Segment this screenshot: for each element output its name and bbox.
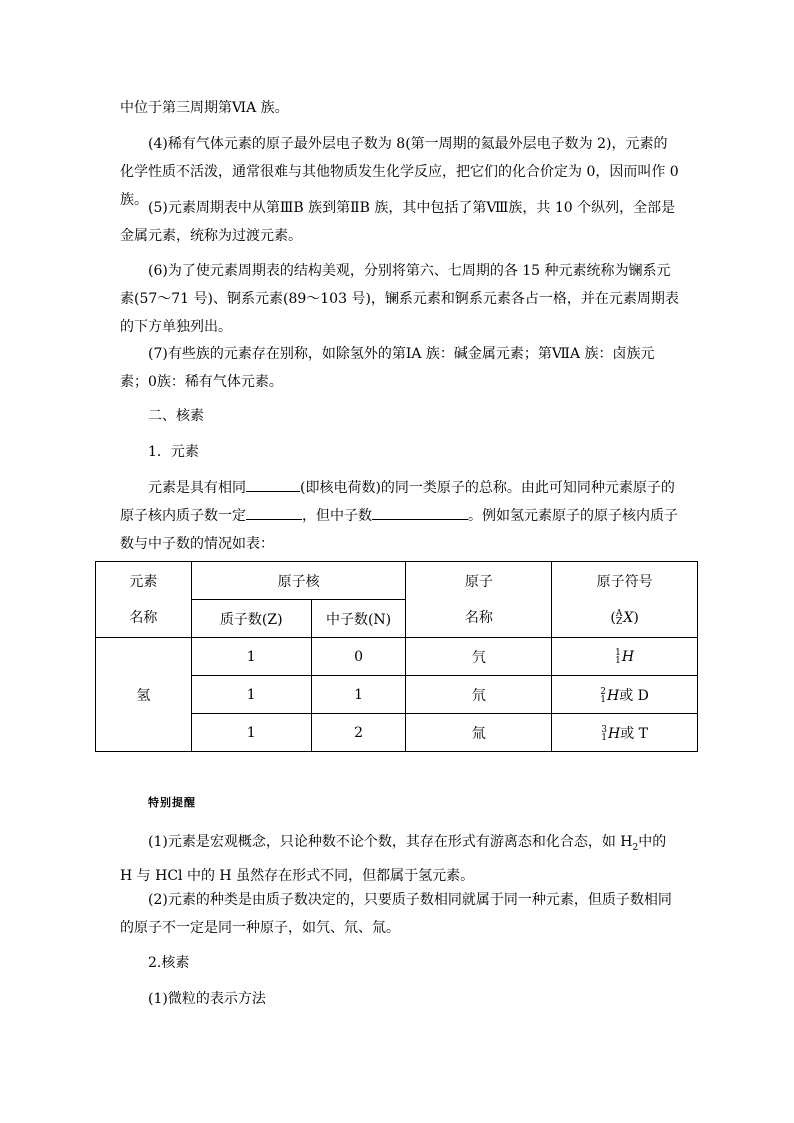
header-element-name: 元素 名称 [96,562,192,638]
paragraph-particle-notation: (1)微粒的表示方法 [148,991,266,1007]
subsection-heading-nuclide: 2.核素 [148,955,190,971]
fill-blank-1[interactable] [246,475,300,492]
paragraph-noble-gas: (4)稀有气体元素的原子最外层电子数为 8(第一周期的氦最外层电子数为 2)，元素的化学性质不活泼，通常很难与其他物质发生化学反应，把它们的化合价定为 0，因而叫作 0 族。 [120,136,679,208]
hydrogen-isotope-table [95,561,698,752]
cell-neutrons: 2 [311,714,406,752]
subsection-heading-element: 1．元素 [148,444,199,460]
paragraph-group-vi-a: 中位于第三周期第ⅥA 族。 [120,100,289,116]
paragraph-element-definition: 元素是具有相同 (即核电荷数)的同一类原子的总称。由此可知同种元素原子的原子核内质子数一定 ，但中子数 。例如氢元素原子的原子核内质子数与中子数的情况如表： [120,474,680,558]
fill-blank-2[interactable] [246,503,302,520]
header-atom-symbol: 原子符号 ( A Z X) [552,562,698,638]
table-row [96,638,698,676]
paragraph-reminder-1: (1)元素是宏观概念，只论种数不论个数，其存在形式有游离态和化合态，如 $H_2$中的 H 与 HCl 中的 H 虽然存在形式不同，但都属于氢元素。 [120,834,667,884]
paragraph-transition: (5)元素周期表中从第ⅢB 族到第ⅡB 族，其中包括了第Ⅷ族，共 10 个纵列，全部是金属元素，统称为过渡元素。 [120,200,676,244]
cell-atom-symbol: 1 1 H [552,638,698,676]
header-protons: 质子数(Z) [191,600,311,638]
section-heading-nuclide: 二、核素 [148,408,204,424]
header-neutrons: 中子数(N) [311,600,406,638]
cell-atom-name: 氚 [406,714,552,752]
header-nucleus: 原子核 [191,562,406,600]
paragraph-group-names: (7)有些族的元素存在别称，如除氢外的第ⅠA 族：碱金属元素；第ⅦA 族：卤族元素；0族：稀有气体元素。 [120,346,655,390]
cell-protons: 1 [191,714,311,752]
cell-neutrons: 0 [311,638,406,676]
cell-atom-name: 氕 [406,638,552,676]
cell-protons: 1 [191,638,311,676]
cell-element-hydrogen: 氢 [96,638,192,752]
fill-blank-3[interactable] [372,503,468,520]
cell-protons: 1 [191,676,311,714]
special-reminder-label: 特别提醒 [148,796,196,809]
paragraph-reminder-2: (2)元素的种类是由质子数决定的，只要质子数相同就属于同一种元素，但质子数相同的原子不一定是同一种原子，如氕、氘、氚。 [120,892,672,936]
cell-neutrons: 1 [311,676,406,714]
cell-atom-name: 氘 [406,676,552,714]
cell-atom-symbol: 2 1 H或 D [552,676,698,714]
paragraph-lanthanides: (6)为了使元素周期表的结构美观，分别将第六、七周期的各 15 种元素统称为镧系元素(57～71 号)、锕系元素(89～103 号)，镧系元素和锕系元素各占一格，并在元素周期表的下方单独列出。 [120,263,679,335]
cell-atom-symbol: 3 1 H或 T [552,714,698,752]
header-atom-name: 原子 名称 [406,562,552,638]
